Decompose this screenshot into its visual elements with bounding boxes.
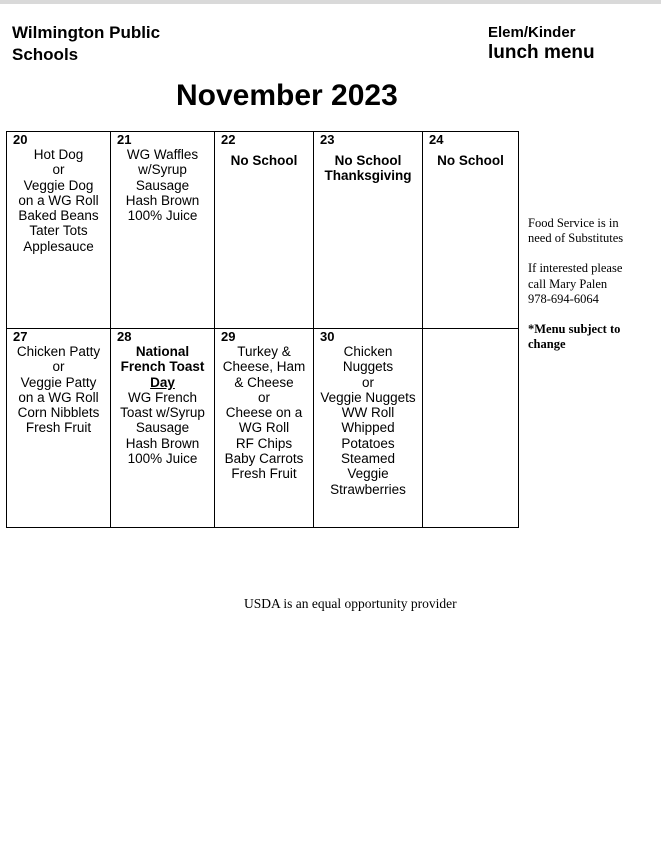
menu-item: WW Roll: [341, 405, 395, 421]
top-edge-bar: [0, 0, 661, 4]
side-notes: [528, 216, 658, 367]
day-number: 30: [320, 329, 335, 344]
menu-item: Steamed: [340, 451, 396, 467]
day-cell-22: [215, 132, 314, 329]
menu-item: on a WG Roll: [18, 192, 99, 208]
menu-item: Veggie Nuggets: [320, 389, 416, 405]
day-cell-24: [423, 132, 519, 329]
note-line: change: [528, 337, 566, 352]
no-school-label: No School: [437, 153, 504, 168]
calendar-week-row: [7, 329, 519, 528]
menu-item: Cheese, Ham: [222, 359, 306, 375]
menu-item: Nuggets: [342, 359, 394, 375]
menu-item: Chicken Patty: [16, 344, 101, 359]
menu-type: [488, 24, 595, 64]
menu-disclaimer: [528, 322, 658, 352]
menu-item: Applesauce: [23, 238, 94, 254]
menu-item: Chicken: [343, 344, 393, 359]
menu-item: Veggie: [347, 466, 389, 482]
day-cell-30: [314, 329, 423, 528]
menu-item: Hash Brown: [125, 192, 200, 208]
day-number: 22: [221, 132, 236, 147]
menu-item: 100% Juice: [127, 208, 198, 224]
menu-item: Turkey &: [237, 344, 291, 359]
special-day-label: French Toast: [120, 359, 205, 375]
day-number: 23: [320, 132, 335, 147]
day-number: 28: [117, 329, 132, 344]
day-number: 24: [429, 132, 444, 147]
special-day-label: National: [135, 344, 190, 359]
usda-statement: USDA is an equal opportunity provider: [244, 596, 457, 611]
month-title: November 2023: [176, 79, 398, 112]
school-name-line2: Schools: [12, 45, 79, 64]
menu-item: Cheese on a: [225, 405, 303, 421]
phone-number: 978-694-6064: [528, 291, 599, 306]
menu-item: Fresh Fruit: [25, 420, 92, 436]
menu-item: Veggie Dog: [23, 177, 94, 193]
menu-item: Toast w/Syrup: [120, 405, 205, 421]
school-name-line1: Wilmington Public: [12, 23, 161, 42]
menu-item: Hot Dog: [33, 147, 84, 162]
menu-item: Fresh Fruit: [231, 466, 297, 482]
menu-item: 100% Juice: [127, 451, 198, 467]
menu-item: Sausage: [135, 177, 190, 193]
menu-item: Strawberries: [330, 481, 406, 497]
day-cell-29: [215, 329, 314, 528]
menu-item: Sausage: [135, 420, 190, 436]
menu-item: Baby Carrots: [224, 451, 304, 467]
menu-item: or: [52, 162, 65, 178]
no-school-label: No School: [334, 153, 402, 168]
menu-item: or: [52, 359, 65, 375]
note-line: *Menu subject to: [528, 322, 621, 337]
day-cell-20: [7, 132, 111, 329]
menu-item: Veggie Patty: [20, 374, 97, 390]
school-name: [12, 22, 160, 66]
menu-item: w/Syrup: [138, 162, 187, 178]
note-line: need of Substitutes: [528, 231, 624, 246]
contact-note: [528, 261, 658, 307]
menu-item: WG French: [127, 389, 197, 405]
no-school-label: No School: [230, 153, 298, 168]
day-number: 20: [13, 132, 28, 147]
note-line: If interested please: [528, 261, 623, 276]
menu-item: WG Waffles: [126, 147, 199, 162]
menu-type-line1: Elem/Kinder: [488, 24, 576, 41]
lunch-calendar: [6, 131, 519, 528]
menu-item: Baked Beans: [18, 208, 99, 224]
menu-item: WG Roll: [238, 420, 290, 436]
menu-item: or: [257, 389, 270, 405]
menu-item: or: [361, 374, 374, 390]
day-number: 29: [221, 329, 236, 344]
menu-item: on a WG Roll: [18, 389, 99, 405]
note-line: Food Service is in: [528, 216, 619, 230]
day-cell-27: [7, 329, 111, 528]
day-cell-28: [111, 329, 215, 528]
day-cell-empty: [423, 329, 519, 528]
day-number: 27: [13, 329, 28, 344]
calendar-week-row: [7, 132, 519, 329]
note-line: call Mary Palen: [528, 276, 608, 291]
substitutes-note: [528, 216, 658, 246]
menu-item: Whipped: [341, 420, 395, 436]
menu-type-line2: lunch menu: [488, 42, 595, 63]
menu-item: Hash Brown: [125, 435, 200, 451]
special-day-label: Day: [150, 374, 175, 390]
menu-item: Potatoes: [341, 435, 395, 451]
menu-item: RF Chips: [235, 435, 293, 451]
menu-item: & Cheese: [234, 374, 294, 390]
holiday-label: Thanksgiving: [324, 168, 412, 184]
menu-item: Corn Nibblets: [17, 405, 100, 421]
day-number: 21: [117, 132, 132, 147]
day-cell-21: [111, 132, 215, 329]
menu-item: Tater Tots: [29, 223, 88, 239]
day-cell-23: [314, 132, 423, 329]
